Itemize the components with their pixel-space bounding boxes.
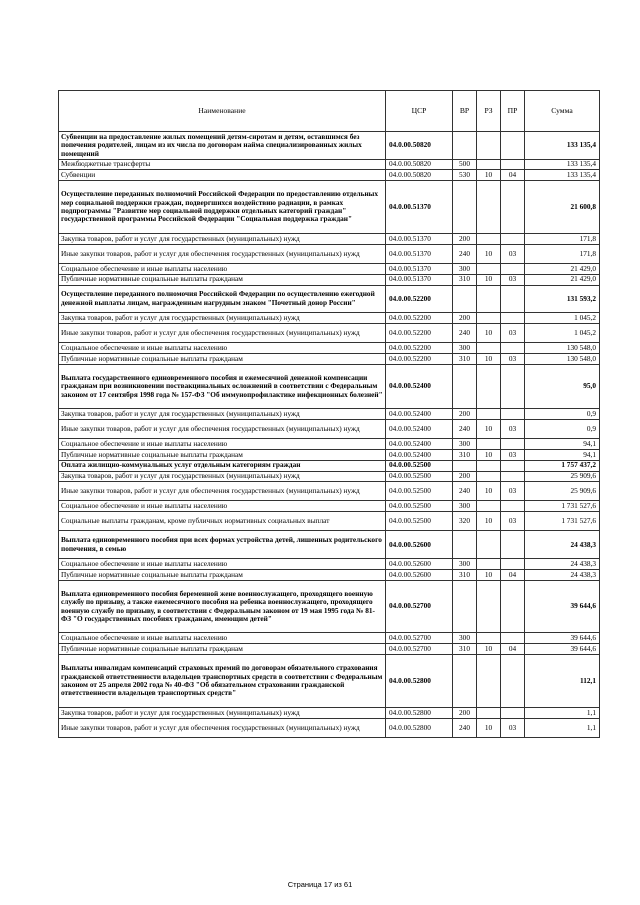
cell-sum: 171,8 (525, 233, 600, 244)
cell-name: Иные закупки товаров, работ и услуг для обеспечения государственных (муниципальных) нужд (59, 482, 386, 501)
cell-name: Закупка товаров, работ и услуг для государственных (муниципальных) нужд (59, 471, 386, 482)
table-row (59, 419, 600, 438)
cell-csr: 04.0.00.52600 (386, 559, 453, 570)
cell-rz (477, 655, 501, 708)
cell-rz: 10 (477, 244, 501, 263)
cell-name: Субвенции на предоставление жилых помещений детям-сиротам и детям, оставшимся без попечения родителей, лицам из их числа по договорам найма специализированных жилых помещений (59, 132, 386, 160)
cell-sum: 171,8 (525, 244, 600, 263)
cell-pr (501, 633, 525, 644)
cell-name: Иные закупки товаров, работ и услуг для обеспечения государственных (муниципальных) нужд (59, 419, 386, 438)
table-row (59, 159, 600, 170)
cell-name: Оплата жилищно-коммунальных услуг отдельным категориям граждан (59, 460, 386, 471)
cell-rz (477, 707, 501, 718)
table-row (59, 343, 600, 354)
cell-pr: 04 (501, 170, 525, 181)
cell-csr: 04.0.00.52200 (386, 313, 453, 324)
cell-sum: 131 593,2 (525, 285, 600, 313)
cell-csr: 04.0.00.51370 (386, 263, 453, 274)
cell-csr: 04.0.00.52500 (386, 460, 453, 471)
cell-vr: 200 (453, 409, 477, 420)
cell-rz: 10 (477, 274, 501, 285)
cell-sum: 130 548,0 (525, 353, 600, 364)
header-csr: ЦСР (386, 91, 453, 132)
table-row (59, 707, 600, 718)
cell-vr: 530 (453, 170, 477, 181)
table-row (59, 233, 600, 244)
cell-rz: 10 (477, 482, 501, 501)
cell-rz: 10 (477, 323, 501, 342)
cell-csr: 04.0.00.52500 (386, 482, 453, 501)
cell-name: Закупка товаров, работ и услуг для государственных (муниципальных) нужд (59, 313, 386, 324)
cell-vr: 200 (453, 233, 477, 244)
cell-pr: 03 (501, 353, 525, 364)
cell-vr (453, 655, 477, 708)
cell-pr (501, 471, 525, 482)
table-row (59, 285, 600, 313)
cell-name: Публичные нормативные социальные выплаты гражданам (59, 274, 386, 285)
cell-vr: 500 (453, 159, 477, 170)
cell-name: Социальное обеспечение и иные выплаты населению (59, 263, 386, 274)
cell-csr: 04.0.00.52200 (386, 323, 453, 342)
cell-csr: 04.0.00.52400 (386, 449, 453, 460)
cell-vr: 310 (453, 569, 477, 580)
header-vr: ВР (453, 91, 477, 132)
cell-sum: 1 731 527,6 (525, 512, 600, 531)
table-row (59, 170, 600, 181)
cell-vr: 240 (453, 718, 477, 737)
cell-csr: 04.0.00.52800 (386, 718, 453, 737)
header-sum: Сумма (525, 91, 600, 132)
page-number: Страница 17 из 61 (287, 880, 353, 889)
cell-csr: 04.0.00.52800 (386, 707, 453, 718)
cell-pr (501, 409, 525, 420)
cell-rz: 10 (477, 419, 501, 438)
cell-rz (477, 233, 501, 244)
table-body (59, 132, 600, 738)
cell-pr: 04 (501, 644, 525, 655)
cell-sum: 25 909,6 (525, 482, 600, 501)
cell-name: Публичные нормативные социальные выплаты гражданам (59, 449, 386, 460)
table-row (59, 439, 600, 450)
cell-csr: 04.0.00.52400 (386, 439, 453, 450)
cell-pr: 03 (501, 449, 525, 460)
cell-csr: 04.0.00.52700 (386, 644, 453, 655)
cell-sum: 1 757 437,2 (525, 460, 600, 471)
cell-vr: 300 (453, 633, 477, 644)
cell-vr (453, 460, 477, 471)
cell-rz (477, 501, 501, 512)
cell-pr (501, 531, 525, 559)
cell-sum: 133 135,4 (525, 170, 600, 181)
cell-pr (501, 343, 525, 354)
cell-sum: 1,1 (525, 718, 600, 737)
cell-pr (501, 707, 525, 718)
cell-csr: 04.0.00.52200 (386, 343, 453, 354)
table-row (59, 409, 600, 420)
budget-table (58, 90, 600, 738)
cell-csr: 04.0.00.52800 (386, 655, 453, 708)
cell-rz (477, 285, 501, 313)
cell-name: Публичные нормативные социальные выплаты гражданам (59, 569, 386, 580)
cell-pr (501, 501, 525, 512)
cell-name: Иные закупки товаров, работ и услуг для обеспечения государственных (муниципальных) нужд (59, 244, 386, 263)
cell-csr: 04.0.00.52200 (386, 285, 453, 313)
cell-rz (477, 633, 501, 644)
cell-sum: 24 438,3 (525, 531, 600, 559)
cell-sum: 25 909,6 (525, 471, 600, 482)
cell-vr: 310 (453, 274, 477, 285)
cell-csr: 04.0.00.51370 (386, 244, 453, 263)
cell-pr (501, 364, 525, 408)
cell-csr: 04.0.00.52500 (386, 471, 453, 482)
cell-vr: 300 (453, 343, 477, 354)
cell-name: Межбюджетные трансферты (59, 159, 386, 170)
header-pr: ПР (501, 91, 525, 132)
cell-pr (501, 313, 525, 324)
cell-vr: 300 (453, 263, 477, 274)
cell-vr: 300 (453, 501, 477, 512)
cell-vr: 200 (453, 313, 477, 324)
cell-pr (501, 285, 525, 313)
cell-sum: 39 644,6 (525, 580, 600, 633)
cell-sum: 24 438,3 (525, 559, 600, 570)
header-name: Наименование (59, 91, 386, 132)
cell-name: Социальные выплаты гражданам, кроме публичных нормативных социальных выплат (59, 512, 386, 531)
cell-vr: 320 (453, 512, 477, 531)
cell-sum: 133 135,4 (525, 159, 600, 170)
table-row (59, 471, 600, 482)
table-row (59, 263, 600, 274)
cell-pr (501, 263, 525, 274)
cell-name: Выплата единовременного пособия при всех формах устройства детей, лишенных родительского попечения, в семью (59, 531, 386, 559)
cell-csr: 04.0.00.50820 (386, 159, 453, 170)
cell-name: Выплата единовременного пособия беременной жене военнослужащего, проходящего военную службу по призыву, а также ежемесячного пособия на ребенка военнослужащего, проходящего военную службу по призыву, в соответствии с Федеральным законом от 19 мая 1995 года № 81-ФЗ "О государственных пособиях гражданам, имеющим детей" (59, 580, 386, 633)
cell-rz (477, 580, 501, 633)
cell-sum: 130 548,0 (525, 343, 600, 354)
cell-csr: 04.0.00.50820 (386, 132, 453, 160)
cell-rz (477, 263, 501, 274)
cell-sum: 0,9 (525, 419, 600, 438)
cell-sum: 21 600,8 (525, 181, 600, 234)
table-row (59, 633, 600, 644)
table-row (59, 569, 600, 580)
cell-sum: 39 644,6 (525, 644, 600, 655)
cell-rz (477, 343, 501, 354)
cell-rz (477, 531, 501, 559)
cell-sum: 24 438,3 (525, 569, 600, 580)
table-row (59, 512, 600, 531)
cell-sum: 21 429,0 (525, 263, 600, 274)
header-rz: РЗ (477, 91, 501, 132)
cell-vr (453, 181, 477, 234)
cell-csr: 04.0.00.51370 (386, 181, 453, 234)
table-row (59, 559, 600, 570)
table-row (59, 655, 600, 708)
table-row (59, 718, 600, 737)
cell-name: Публичные нормативные социальные выплаты гражданам (59, 644, 386, 655)
cell-name: Социальное обеспечение и иные выплаты населению (59, 439, 386, 450)
cell-pr (501, 655, 525, 708)
cell-vr: 310 (453, 353, 477, 364)
cell-vr: 240 (453, 323, 477, 342)
cell-pr: 03 (501, 323, 525, 342)
cell-sum: 39 644,6 (525, 633, 600, 644)
cell-vr (453, 132, 477, 160)
cell-rz: 10 (477, 170, 501, 181)
cell-pr: 03 (501, 419, 525, 438)
cell-csr: 04.0.00.51370 (386, 233, 453, 244)
cell-sum: 0,9 (525, 409, 600, 420)
cell-vr: 240 (453, 419, 477, 438)
cell-rz: 10 (477, 718, 501, 737)
cell-pr (501, 439, 525, 450)
cell-rz (477, 181, 501, 234)
table-row (59, 353, 600, 364)
cell-vr: 240 (453, 244, 477, 263)
cell-rz (477, 460, 501, 471)
table-row (59, 531, 600, 559)
table-row (59, 460, 600, 471)
cell-csr: 04.0.00.52500 (386, 501, 453, 512)
table-row (59, 501, 600, 512)
cell-rz: 10 (477, 569, 501, 580)
cell-vr (453, 531, 477, 559)
cell-pr (501, 181, 525, 234)
cell-csr: 04.0.00.52400 (386, 409, 453, 420)
cell-vr: 310 (453, 449, 477, 460)
cell-rz (477, 364, 501, 408)
cell-name: Закупка товаров, работ и услуг для государственных (муниципальных) нужд (59, 409, 386, 420)
cell-sum: 1 045,2 (525, 323, 600, 342)
cell-rz (477, 132, 501, 160)
cell-name: Осуществление переданных полномочий Российской Федерации по предоставлению отдельных мер социальной поддержки граждан, подвергшихся воздействию радиации, в рамках подпрограммы "Развитие мер социальной поддержки отдельных категорий граждан" государственной программы Российской Федерации "Социальная поддержка граждан" (59, 181, 386, 234)
cell-sum: 95,0 (525, 364, 600, 408)
cell-name: Иные закупки товаров, работ и услуг для обеспечения государственных (муниципальных) нужд (59, 718, 386, 737)
cell-pr: 03 (501, 718, 525, 737)
cell-rz (477, 313, 501, 324)
cell-name: Иные закупки товаров, работ и услуг для обеспечения государственных (муниципальных) нужд (59, 323, 386, 342)
cell-sum: 94,1 (525, 439, 600, 450)
cell-csr: 04.0.00.52500 (386, 512, 453, 531)
cell-rz: 10 (477, 353, 501, 364)
cell-sum: 133 135,4 (525, 132, 600, 160)
cell-sum: 94,1 (525, 449, 600, 460)
table-row (59, 449, 600, 460)
cell-csr: 04.0.00.52600 (386, 531, 453, 559)
cell-vr (453, 285, 477, 313)
cell-csr: 04.0.00.52400 (386, 419, 453, 438)
cell-name: Выплаты инвалидам компенсаций страховых премий по договорам обязательного страхования гражданской ответственности владельцев транспортных средств в соответствии с Федеральным законом от 25 апреля 2002 года № 40-ФЗ "Об обязательном страховании гражданской ответственности владельцев транспортных средств" (59, 655, 386, 708)
cell-pr (501, 132, 525, 160)
cell-rz: 10 (477, 449, 501, 460)
cell-name: Закупка товаров, работ и услуг для государственных (муниципальных) нужд (59, 233, 386, 244)
cell-rz (477, 559, 501, 570)
cell-sum: 1,1 (525, 707, 600, 718)
cell-csr: 04.0.00.52700 (386, 580, 453, 633)
cell-csr: 04.0.00.52600 (386, 569, 453, 580)
cell-pr: 03 (501, 512, 525, 531)
cell-pr (501, 580, 525, 633)
table-row (59, 181, 600, 234)
cell-vr: 200 (453, 471, 477, 482)
cell-name: Социальное обеспечение и иные выплаты населению (59, 559, 386, 570)
cell-name: Выплата государственного единовременного пособия и ежемесячной денежной компенсации гражданам при возникновении поствакцинальных осложнений в соответствии с Федеральным законом от 17 сентября 1998 года № 157-ФЗ "Об иммунопрофилактике инфекционных болезней" (59, 364, 386, 408)
cell-name: Социальное обеспечение и иные выплаты населению (59, 343, 386, 354)
cell-name: Осуществление переданного полномочия Российской Федерации по осуществлению ежегодной денежной выплаты лицам, награжденным нагрудным знаком "Почетный донор России" (59, 285, 386, 313)
table-row (59, 364, 600, 408)
cell-pr (501, 460, 525, 471)
cell-name: Закупка товаров, работ и услуг для государственных (муниципальных) нужд (59, 707, 386, 718)
cell-vr (453, 364, 477, 408)
table-row (59, 244, 600, 263)
cell-vr (453, 580, 477, 633)
cell-sum: 1 731 527,6 (525, 501, 600, 512)
cell-vr: 240 (453, 482, 477, 501)
cell-pr: 04 (501, 569, 525, 580)
table-row (59, 482, 600, 501)
cell-name: Социальное обеспечение и иные выплаты населению (59, 633, 386, 644)
table-row (59, 132, 600, 160)
cell-name: Публичные нормативные социальные выплаты гражданам (59, 353, 386, 364)
cell-rz: 10 (477, 644, 501, 655)
cell-rz: 10 (477, 512, 501, 531)
cell-vr: 300 (453, 559, 477, 570)
cell-name: Социальное обеспечение и иные выплаты населению (59, 501, 386, 512)
table-row (59, 323, 600, 342)
table-header-row (59, 91, 600, 132)
cell-csr: 04.0.00.51370 (386, 274, 453, 285)
cell-rz (477, 439, 501, 450)
cell-sum: 112,1 (525, 655, 600, 708)
cell-pr (501, 159, 525, 170)
table-row (59, 274, 600, 285)
cell-pr: 03 (501, 274, 525, 285)
cell-vr: 300 (453, 439, 477, 450)
cell-rz (477, 409, 501, 420)
table-row (59, 580, 600, 633)
cell-pr (501, 559, 525, 570)
cell-rz (477, 159, 501, 170)
cell-name: Субвенции (59, 170, 386, 181)
cell-vr: 200 (453, 707, 477, 718)
cell-csr: 04.0.00.52700 (386, 633, 453, 644)
cell-pr (501, 233, 525, 244)
cell-pr: 03 (501, 244, 525, 263)
cell-pr: 03 (501, 482, 525, 501)
table-row (59, 644, 600, 655)
cell-sum: 1 045,2 (525, 313, 600, 324)
cell-csr: 04.0.00.50820 (386, 170, 453, 181)
cell-csr: 04.0.00.52400 (386, 364, 453, 408)
cell-vr: 310 (453, 644, 477, 655)
table-row (59, 313, 600, 324)
cell-rz (477, 471, 501, 482)
cell-sum: 21 429,0 (525, 274, 600, 285)
cell-csr: 04.0.00.52200 (386, 353, 453, 364)
